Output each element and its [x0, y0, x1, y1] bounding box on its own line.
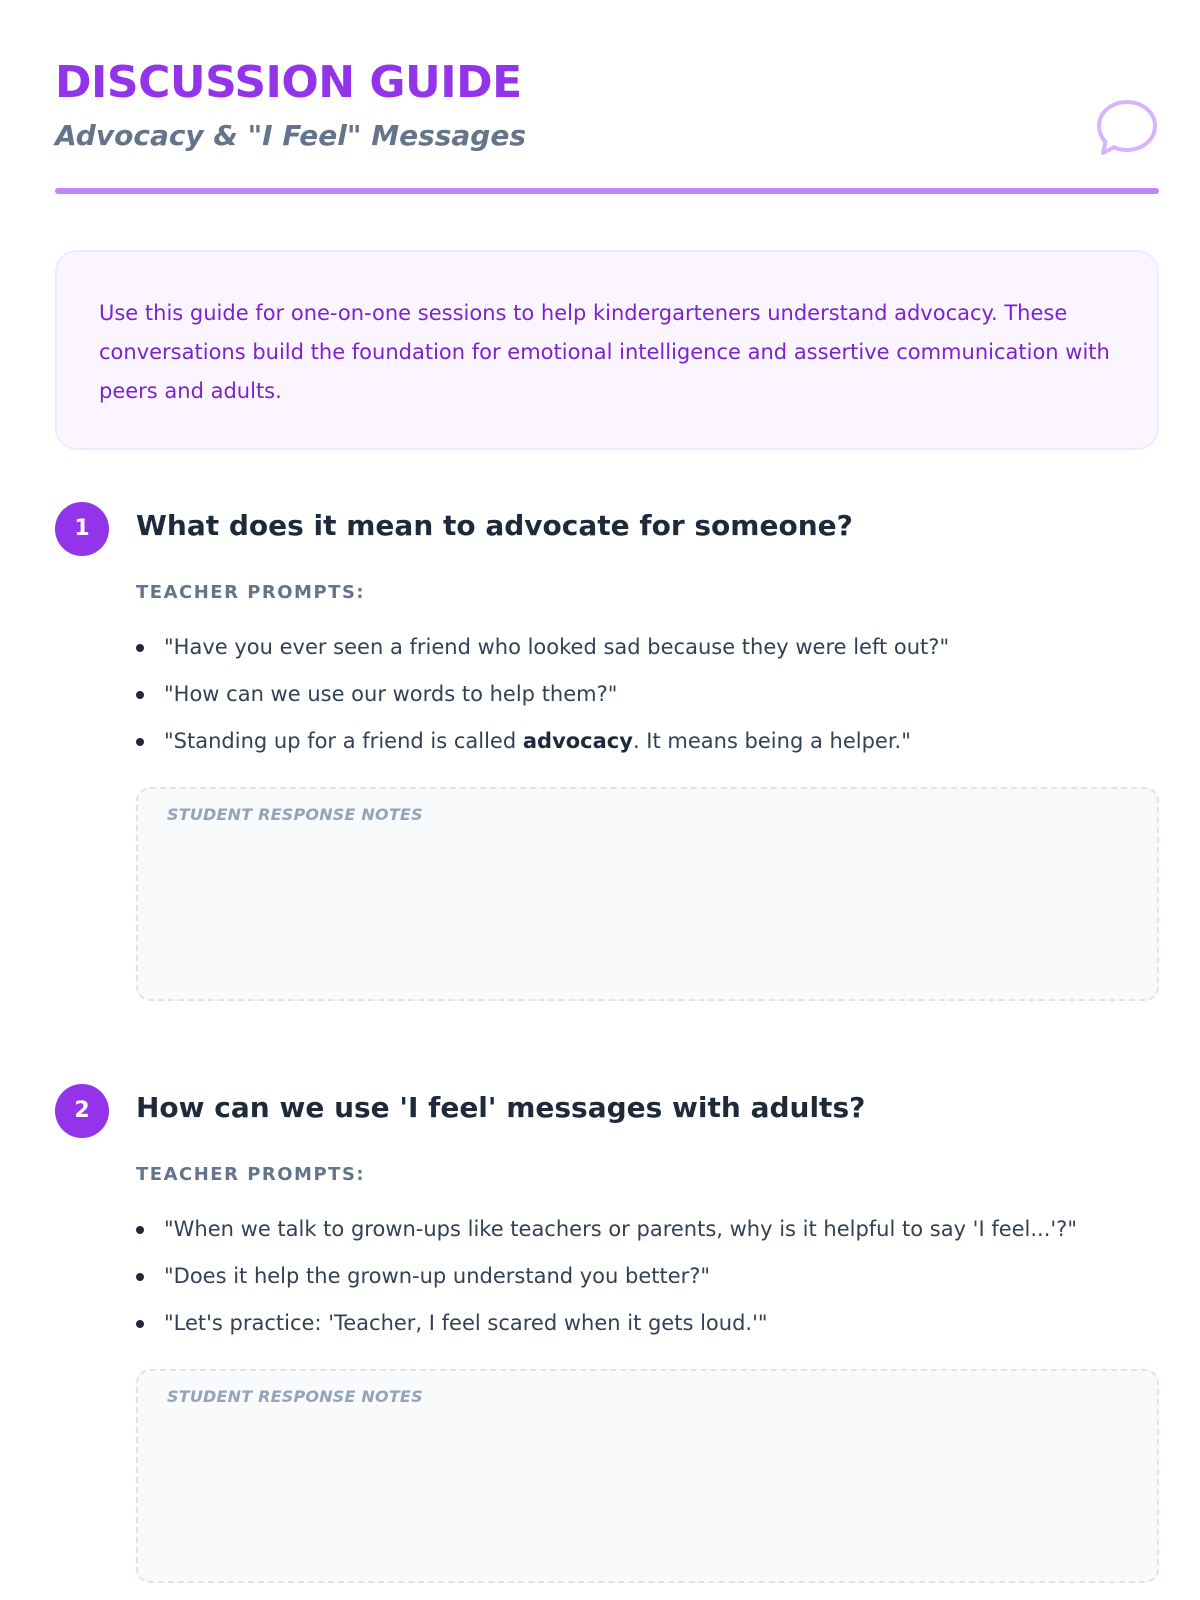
notes-label: STUDENT RESPONSE NOTES [167, 805, 423, 824]
prompt-item [136, 671, 1156, 718]
prompt-text: "Does it help the grown-up understand you better?" [164, 1264, 711, 1288]
page-title: DISCUSSION GUIDE [55, 57, 522, 108]
section-question: What does it mean to advocate for someone? [136, 509, 853, 542]
teacher-prompts-list [136, 624, 1156, 765]
page [55, 0, 1159, 1406]
prompt-text: "When we talk to grown-ups like teachers or parents, why is it helpful to say 'I feel...'?" [164, 1217, 1077, 1241]
prompt-item [136, 718, 1156, 765]
prompt-item [136, 1300, 1156, 1347]
page-subtitle: Advocacy & "I Feel" Messages [55, 119, 526, 152]
speech-bubble-icon [1095, 96, 1159, 160]
teacher-prompts-list [136, 1206, 1156, 1347]
prompt-item [136, 1253, 1156, 1300]
intro-text: Use this guide for one-on-one sessions to help kindergarteners understand advocacy. These conversations build the foundation for emotional intelligence and assertive communication with peers and adults. [99, 301, 1110, 403]
bullet-icon [136, 1320, 144, 1328]
teacher-prompts-label: TEACHER PROMPTS: [136, 1164, 366, 1185]
notes-label: STUDENT RESPONSE NOTES [167, 1387, 423, 1406]
student-response-notes-box[interactable] [136, 1369, 1159, 1583]
bullet-icon [136, 1273, 144, 1281]
bullet-icon [136, 1226, 144, 1234]
prompt-text-start: "Standing up for a friend is called [164, 729, 523, 753]
prompt-text: "How can we use our words to help them?" [164, 682, 618, 706]
bullet-icon [136, 691, 144, 699]
section-number-badge: 2 [55, 1084, 109, 1138]
prompt-keyword: advocacy [522, 729, 633, 753]
prompt-text: "Let's practice: 'Teacher, I feel scared when it gets loud.'" [164, 1311, 768, 1335]
student-response-notes-box[interactable] [136, 787, 1159, 1001]
header-divider [55, 188, 1159, 194]
section-number-badge: 1 [55, 502, 109, 556]
teacher-prompts-label: TEACHER PROMPTS: [136, 582, 366, 603]
intro-box [55, 250, 1159, 450]
bullet-icon [136, 644, 144, 652]
bullet-icon [136, 738, 144, 746]
header [55, 0, 1159, 195]
prompt-item [136, 624, 1156, 671]
prompt-item [136, 1206, 1156, 1253]
prompt-text: "Have you ever seen a friend who looked sad because they were left out?" [164, 635, 950, 659]
prompt-text-end: . It means being a helper." [632, 729, 911, 753]
section-question: How can we use 'I feel' messages with adults? [136, 1091, 866, 1124]
